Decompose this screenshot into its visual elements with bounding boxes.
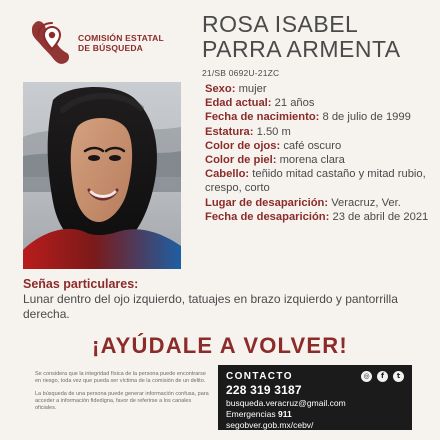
disclaimer: [28, 365, 218, 430]
contact-email[interactable]: busqueda.veracruz@gmail.com: [226, 398, 346, 408]
contact-url[interactable]: segobver.gob.mx/cebv/: [226, 420, 314, 430]
detail-value: 21 años: [271, 97, 315, 110]
commission-logo: [28, 14, 178, 72]
contact-box: [218, 365, 412, 430]
detail-label: Edad actual:: [205, 97, 272, 110]
detail-hair: [205, 167, 435, 195]
emergency-number[interactable]: 911: [277, 409, 292, 419]
instagram-icon[interactable]: ◎: [361, 371, 372, 382]
disclaimer-paragraph-1: Se considera que la integridad física de la persona puede encontrarse en riesgo, toda vez que pueda ser víctima de la comisión de un delito.: [35, 371, 206, 384]
contact-title: CONTACTO: [226, 371, 293, 382]
contact-phone[interactable]: 228 319 3187: [226, 383, 302, 397]
detail-value: morena clara: [276, 154, 345, 167]
person-details: [205, 82, 435, 224]
detail-label: Color de piel:: [205, 154, 277, 167]
person-header: [202, 12, 432, 78]
bottom-info: [28, 365, 412, 430]
detail-label: Estatura:: [205, 125, 254, 138]
particular-marks-title: Señas particulares:: [23, 277, 139, 291]
commission-name: [78, 33, 164, 53]
facebook-icon[interactable]: f: [377, 371, 388, 382]
detail-skin-color: [205, 153, 435, 167]
detail-disappearance-date: [205, 210, 435, 224]
detail-birth-date: [205, 110, 435, 124]
emergency-contact: [226, 409, 404, 420]
detail-current-age: [205, 96, 435, 110]
detail-value: mujer: [235, 83, 267, 95]
detail-disappearance-place: [205, 196, 435, 210]
detail-value: Veracruz, Ver.: [328, 196, 401, 209]
detail-label: Cabello:: [205, 168, 250, 181]
person-name-line-2: PARRA ARMENTA: [202, 36, 401, 62]
detail-value: teñido mitad castaño y mitad rubio, crespo, corto: [205, 168, 426, 195]
person-name-line-1: ROSA ISABEL: [202, 11, 359, 37]
detail-value: café oscuro: [280, 139, 342, 152]
detail-label: Lugar de desaparición:: [205, 196, 329, 209]
detail-label: Fecha de nacimiento:: [205, 111, 320, 124]
detail-value: 1.50 m: [253, 125, 291, 138]
detail-height: [205, 125, 435, 139]
detail-sex: [205, 82, 435, 96]
particular-marks-text: Lunar dentro del ojo izquierdo, tatuajes en brazo izquierdo y pantorrilla derecha.: [23, 292, 398, 321]
record-id: 21/SB 0692U-21ZC: [202, 68, 280, 78]
detail-label: Sexo:: [205, 83, 236, 95]
twitter-icon[interactable]: t: [393, 371, 404, 382]
detail-label: Fecha de desaparición:: [205, 210, 330, 223]
disclaimer-paragraph-2: La búsqueda de una persona puede generar información confusa, para acceder a información fidedigna, favor de referirse a los canales oficiales.: [35, 391, 209, 411]
emergency-label: Emergencias: [226, 409, 278, 419]
detail-label: Color de ojos:: [205, 139, 281, 152]
missing-person-photo: [23, 82, 181, 269]
social-links: [361, 371, 404, 382]
contact-header: [226, 371, 404, 382]
detail-eye-color: [205, 139, 435, 153]
detail-value: 23 de abril de 2021: [329, 210, 429, 223]
call-to-action: ¡AYÚDALE A VOLVER!: [92, 333, 348, 358]
state-map-mark-icon: [28, 17, 72, 69]
commission-name-line-1: COMISIÓN ESTATAL: [78, 33, 164, 43]
commission-name-line-2: DE BÚSQUEDA: [78, 43, 144, 53]
detail-value: 8 de julio de 1999: [319, 111, 411, 124]
particular-marks: [23, 277, 428, 322]
